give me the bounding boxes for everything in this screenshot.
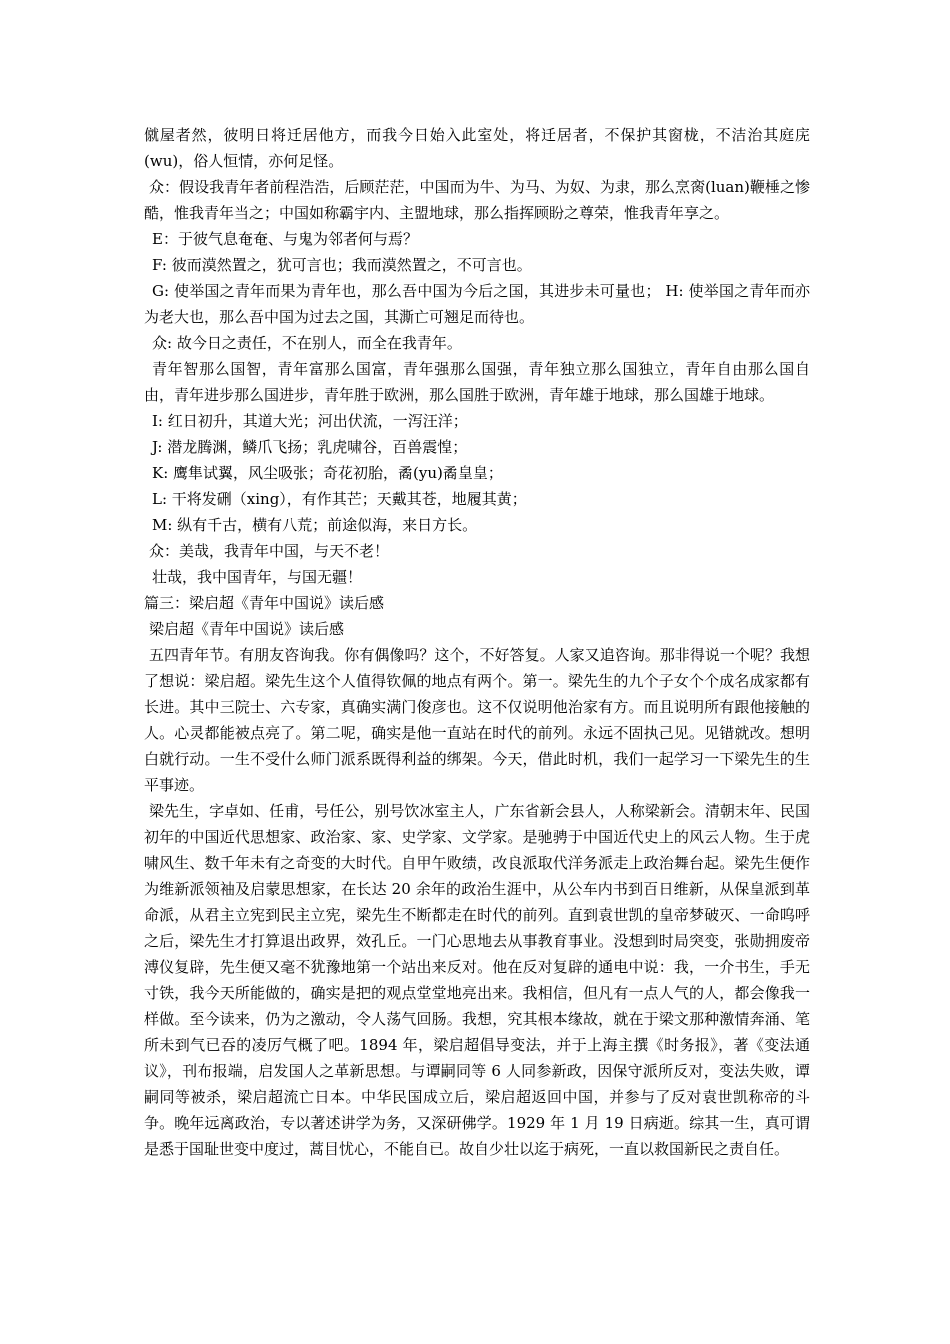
paragraph: 青年智那么国智，青年富那么国富，青年强那么国强，青年独立那么国独立，青年自由那么国自由，青年进步那么国进步，青年胜于欧洲，那么国胜于欧洲，青年雄于地球，那么国雄于地球。 — [144, 360, 810, 404]
section-heading: 篇三：梁启超《青年中国说》读后感 — [144, 594, 385, 612]
paragraph: I: 红日初升，其道大光；河出伏流，一泻汪洋； — [152, 412, 468, 430]
section-subtitle: 梁启超《青年中国说》读后感 — [149, 620, 345, 638]
paragraph: K: 鹰隼试翼，风尘吸张；奇花初胎，矞(yu)矞皇皇； — [152, 464, 503, 482]
paragraph: 众: 故今日之责任，不在别人，而全在我青年。 — [152, 334, 462, 352]
paragraph: J: 潜龙腾渊，鳞爪飞扬；乳虎啸谷，百兽震惶； — [152, 438, 468, 456]
paragraph: F: 彼而漠然置之，犹可言也；我而漠然置之，不可言也。 — [152, 256, 532, 274]
paragraph: 壮哉，我中国青年，与国无疆！ — [152, 568, 363, 586]
paragraph: M: 纵有千古，横有八荒；前途似海，来日方长。 — [152, 516, 478, 534]
paragraph: 众：假设我青年者前程浩浩，后顾茫茫，中国而为牛、为马、为奴、为隶，那么烹脔(luan)鞭棰之惨酷，惟我青年当之；中国如称霸宇内、主盟地球，那么指挥顾盼之尊荣，惟我青年享之。 — [144, 178, 810, 222]
document-page — [144, 122, 810, 1162]
paragraph: G: 使举国之青年而果为青年也，那么吾中国为今后之国，其进步未可量也； H: 使举国之青年而亦为老大也，那么吾中国为过去之国，其澌亡可翘足而待也。 — [144, 282, 810, 326]
paragraph: 众：美哉，我青年中国，与天不老！ — [149, 542, 390, 560]
paragraph: 梁先生，字卓如、任甫，号任公，别号饮冰室主人，广东省新会县人，人称梁新会。清朝末年、民国初年的中国近代思想家、政治家、家、史学家、文学家。是驰骋于中国近代史上的风云人物。生于虎啸风生、数千年未有之奇变的大时代。自甲午败绩，改良派取代洋务派走上政治舞台起。梁先生便作为维新派领袖及启蒙思想家，在长达 20 余年的政治生涯中，从公车内书到百日维新，从保皇派到革命派，从君主立宪到民主立宪，梁先生不断都走在时代的前列。直到袁世凯的皇帝梦破灭、一命呜呼之后，梁先生才打算退出政界，效孔丘。一门心思地去从事教育事业。没想到时局突变，张勋拥废帝溥仪复辟，先生便又毫不犹豫地第一个站出来反对。他在反对复辟的通电中说：我，一介书生，手无寸铁，我今天所能做的，确实是把的观点堂堂地亮出来。我相信，但凡有一点人气的人，都会像我一样做。至今读来，仍为之激动，令人荡气回肠。我想，究其根本缘故，就在于梁文那种激情奔涌、笔所未到气已吞的凌厉气概了吧。1894 年，梁启超倡导变法，并于上海主撰《时务报》，著《变法通议》，刊布报端，启发国人之革新思想。与谭嗣同等 6 人同参新政，因保守派所反对，变法失败，谭嗣同等被杀，梁启超流亡日本。中华民国成立后，梁启超返回中国，并参与了反对袁世凯称帝的斗争。晚年远离政治，专以著述讲学为务，又深研佛学。1929 年 1 月 19 日病逝。综其一生，真可谓是悉于国耻世变中度过，蒿目忧心，不能自已。故自少壮以迄于病死，一直以救国新民之责自任。 — [144, 802, 810, 1158]
paragraph: 僦屋者然，彼明日将迁居他方，而我今日始入此室处，将迁居者，不保护其窗栊，不洁治其庭庑(wu)，俗人恒情，亦何足怪。 — [144, 126, 810, 170]
paragraph: 五四青年节。有朋友咨询我。你有偶像吗？这个，不好答复。人家又追咨询。那非得说一个呢？我想了想说：梁启超。梁先生这个人值得钦佩的地点有两个。第一。梁先生的九个子女个个成名成家都有长进。其中三院士、六专家，真确实满门俊彦也。这不仅说明他治家有方。而且说明所有跟他接触的人。心灵都能被点亮了。第二呢，确实是他一直站在时代的前列。永远不固执己见。见错就改。想明白就行动。一生不受什么师门派系既得利益的绑架。今天，借此时机，我们一起学习一下梁先生的生平事迹。 — [144, 646, 810, 794]
paragraph: E：于彼气息奄奄、与鬼为邻者何与焉？ — [152, 230, 418, 248]
paragraph: L: 干将发硎（xing），有作其芒；天戴其苍，地履其黄； — [152, 490, 527, 508]
